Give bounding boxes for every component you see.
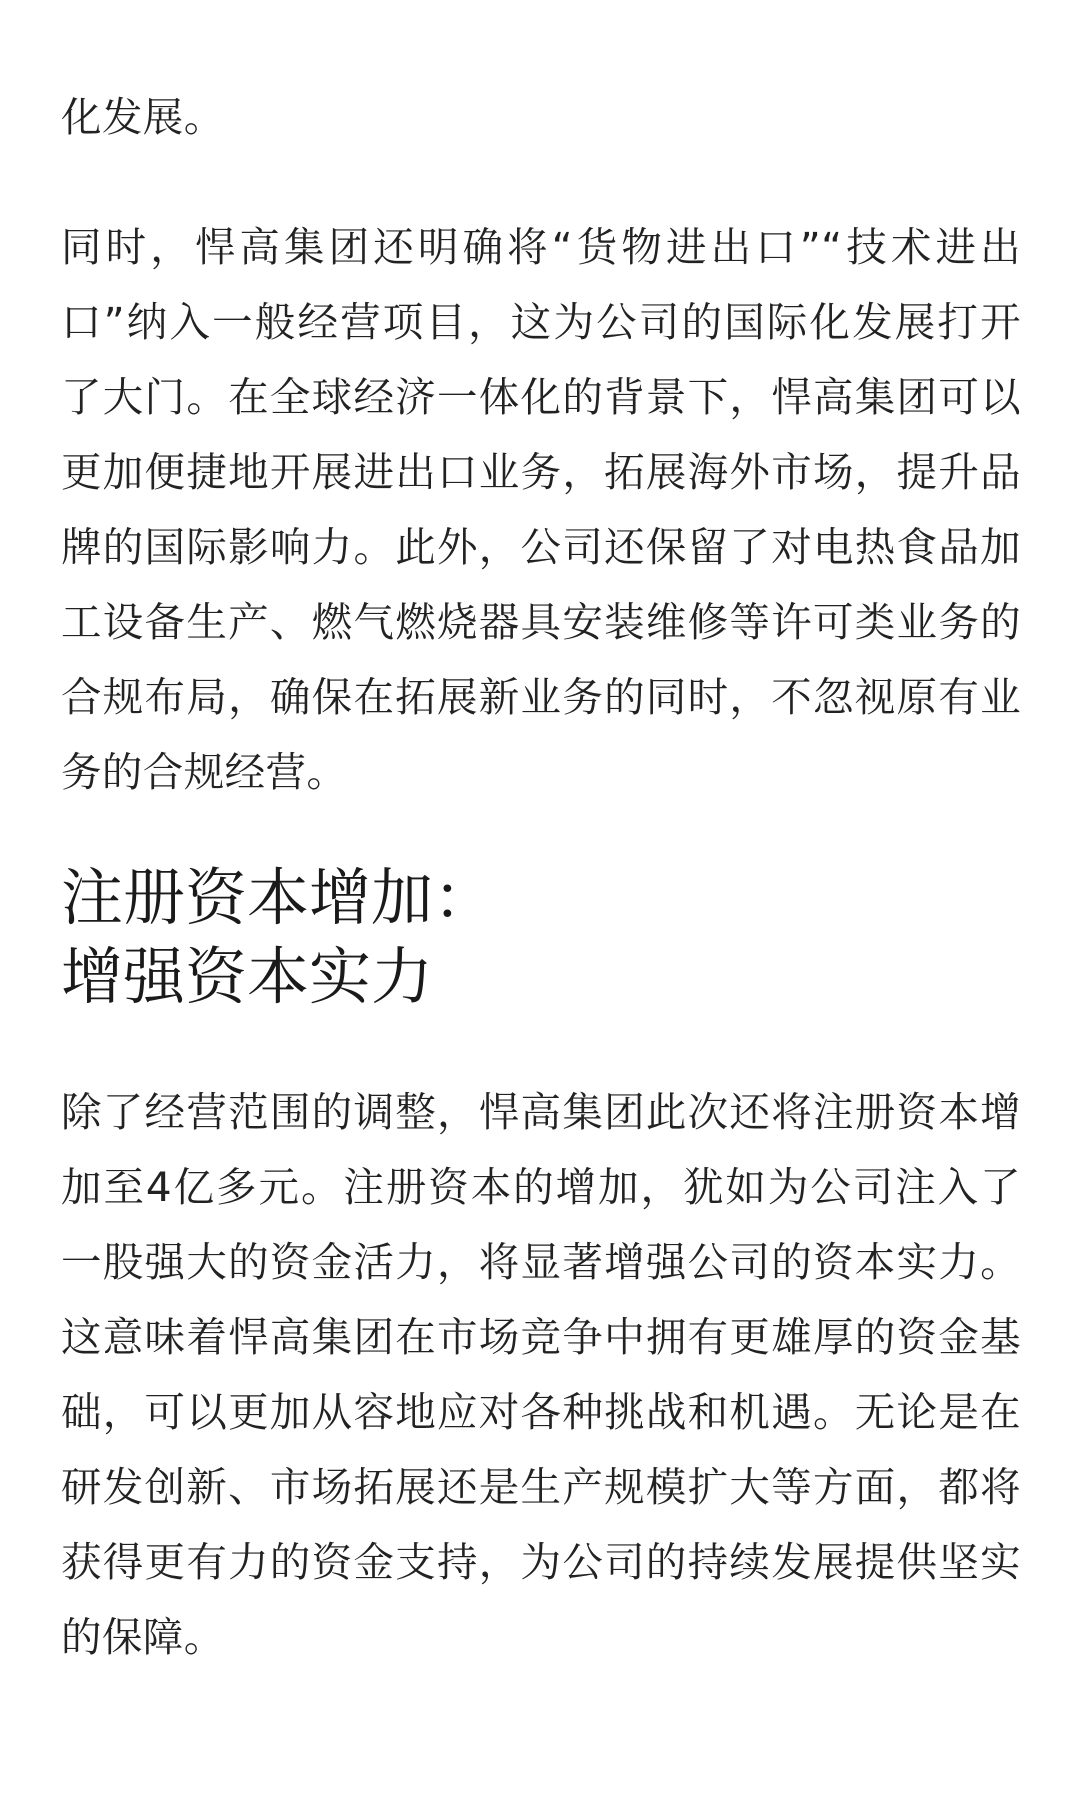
paragraph-registered-capital: 除了经营范围的调整，悍高集团此次还将注册资本增加至4亿多元。注册资本的增加，犹如为公司注入了一股强大的资金活力，将显著增强公司的资本实力。这意味着悍高集团在市场竞争中拥有更雄厚的资金基础，可以更加从容地应对各种挑战和机遇。无论是在研发创新、市场拓展还是生产规模扩大等方面，都将获得更有力的资金支持，为公司的持续发展提供坚实的保障。 [61,1088,1021,1661]
section-heading-line-2: 增强资本实力 [61,940,434,1013]
paragraph-business-scope: 同时，悍高集团还明确将“货物进出口”“技术进出口”纳入一般经营项目，这为公司的国际化发展打开了大门。在全球经济一体化的背景下，悍高集团可以更加便捷地开展进出口业务，拓展海外市场，提升品牌的国际影响力。此外，公司还保留了对电热食品加工设备生产、燃气燃烧器具安装维修等许可类业务的合规布局，确保在拓展新业务的同时，不忽视原有业务的合规经营。 [61,223,1021,796]
section-heading [61,858,1021,1016]
paragraph-intro-tail: 化发展。 [61,93,225,141]
section-heading-line-1: 注册资本增加： [61,861,496,934]
